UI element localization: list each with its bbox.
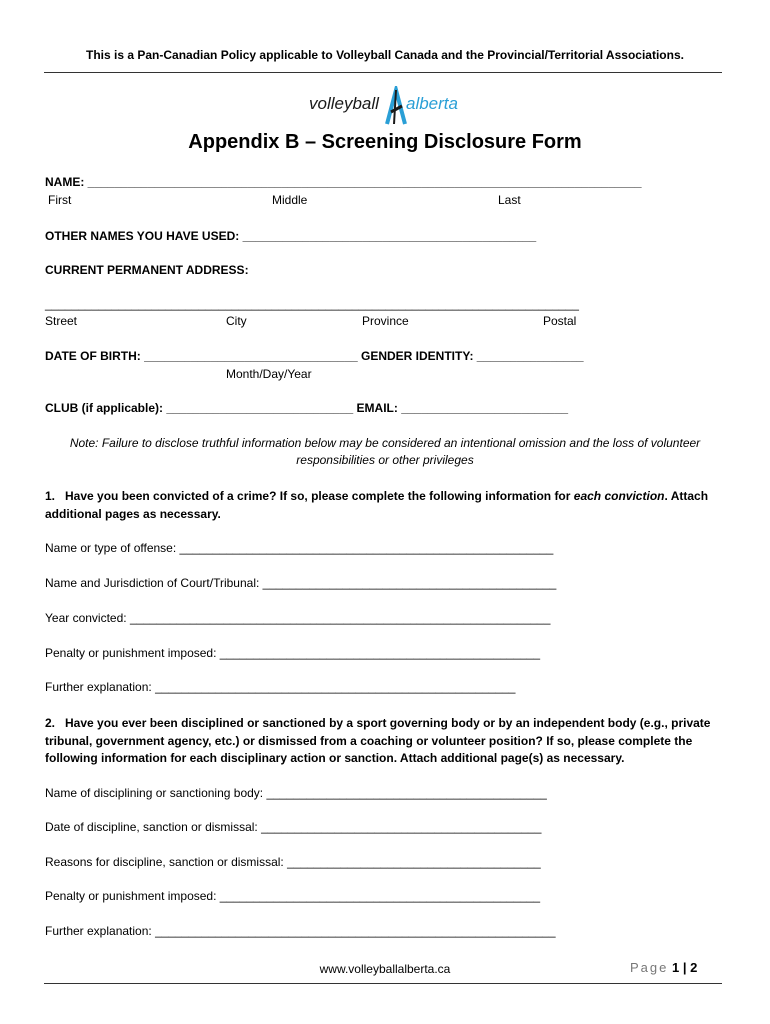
logo-word-right: alberta xyxy=(406,94,458,113)
offense-field[interactable]: Name or type of offense: ________________________________________________________ xyxy=(45,541,554,555)
province-label: Province xyxy=(362,314,409,328)
court-field[interactable]: Name and Jurisdiction of Court/Tribunal: ____________________________________________ xyxy=(45,576,557,590)
footer-website[interactable]: www.volleyballalberta.ca xyxy=(319,962,451,976)
question-1-text: 1. Have you been convicted of a crime? If so, please complete the following information for xyxy=(45,489,574,503)
dob-format-label: Month/Day/Year xyxy=(226,367,312,381)
page-number xyxy=(630,960,697,975)
logo-word-left: volleyball xyxy=(309,94,379,113)
header-divider xyxy=(44,72,722,73)
disclosure-note-line1: Note: Failure to disclose truthful information below may be considered an intentional omission and the loss of volunteer xyxy=(69,436,701,450)
name-field[interactable]: NAME: ___________________________________________________________________________________ xyxy=(45,175,642,189)
disclosure-note-line2: responsibilities or other privileges xyxy=(296,453,474,467)
dob-gender-field[interactable]: DATE OF BIRTH: ________________________________ GENDER IDENTITY: ________________ xyxy=(45,349,584,363)
policy-note: This is a Pan-Canadian Policy applicable to Volleyball Canada and the Provincial/Territorial Associations. xyxy=(86,48,684,62)
club-email-field[interactable]: CLUB (if applicable): ____________________________ EMAIL: _________________________ xyxy=(45,401,569,415)
footer-divider xyxy=(44,983,722,984)
question-2-line3: following information for each disciplinary action or sanction. Attach additional page(s) as necessary. xyxy=(45,751,625,765)
question-1-line2: additional pages as necessary. xyxy=(45,507,221,521)
address-field[interactable]: ________________________________________________________________________________ xyxy=(45,297,579,311)
page-count: 1 | 2 xyxy=(672,960,698,975)
form-title: Appendix B – Screening Disclosure Form xyxy=(188,131,582,153)
postal-label: Postal xyxy=(543,314,577,328)
explanation-field-1[interactable]: Further explanation: ______________________________________________________ xyxy=(45,680,516,694)
discipline-date-field[interactable]: Date of discipline, sanction or dismissal: __________________________________________ xyxy=(45,820,542,834)
first-label: First xyxy=(48,193,72,207)
question-1-suffix: . Attach xyxy=(664,489,709,503)
discipline-reasons-field[interactable]: Reasons for discipline, sanction or dismissal: ______________________________________ xyxy=(45,855,541,869)
penalty-field-2[interactable]: Penalty or punishment imposed: ________________________________________________ xyxy=(45,889,541,903)
middle-label: Middle xyxy=(272,193,308,207)
last-label: Last xyxy=(498,193,521,207)
penalty-field-1[interactable]: Penalty or punishment imposed: ________________________________________________ xyxy=(45,646,541,660)
page-word: Page xyxy=(630,960,669,975)
volleyball-alberta-logo xyxy=(307,86,467,126)
sanctioning-body-field[interactable]: Name of disciplining or sanctioning body: __________________________________________ xyxy=(45,786,547,800)
question-2-line1: 2. Have you ever been disciplined or sanctioned by a sport governing body or by an independent body (e.g., private xyxy=(45,716,711,730)
other-names-field[interactable]: OTHER NAMES YOU HAVE USED: ____________________________________________ xyxy=(45,229,537,243)
question-2-line2: tribunal, government agency, etc.) or dismissed from a coaching or volunteer position? If so, please complete the xyxy=(45,734,693,748)
question-1-emphasis: each conviction xyxy=(573,489,665,503)
street-label: Street xyxy=(45,314,78,328)
year-convicted-field[interactable]: Year convicted: _______________________________________________________________ xyxy=(45,611,551,625)
city-label: City xyxy=(226,314,247,328)
explanation-field-2[interactable]: Further explanation: ____________________________________________________________ xyxy=(45,924,556,938)
question-1 xyxy=(45,489,708,503)
address-label: CURRENT PERMANENT ADDRESS: xyxy=(45,263,249,277)
